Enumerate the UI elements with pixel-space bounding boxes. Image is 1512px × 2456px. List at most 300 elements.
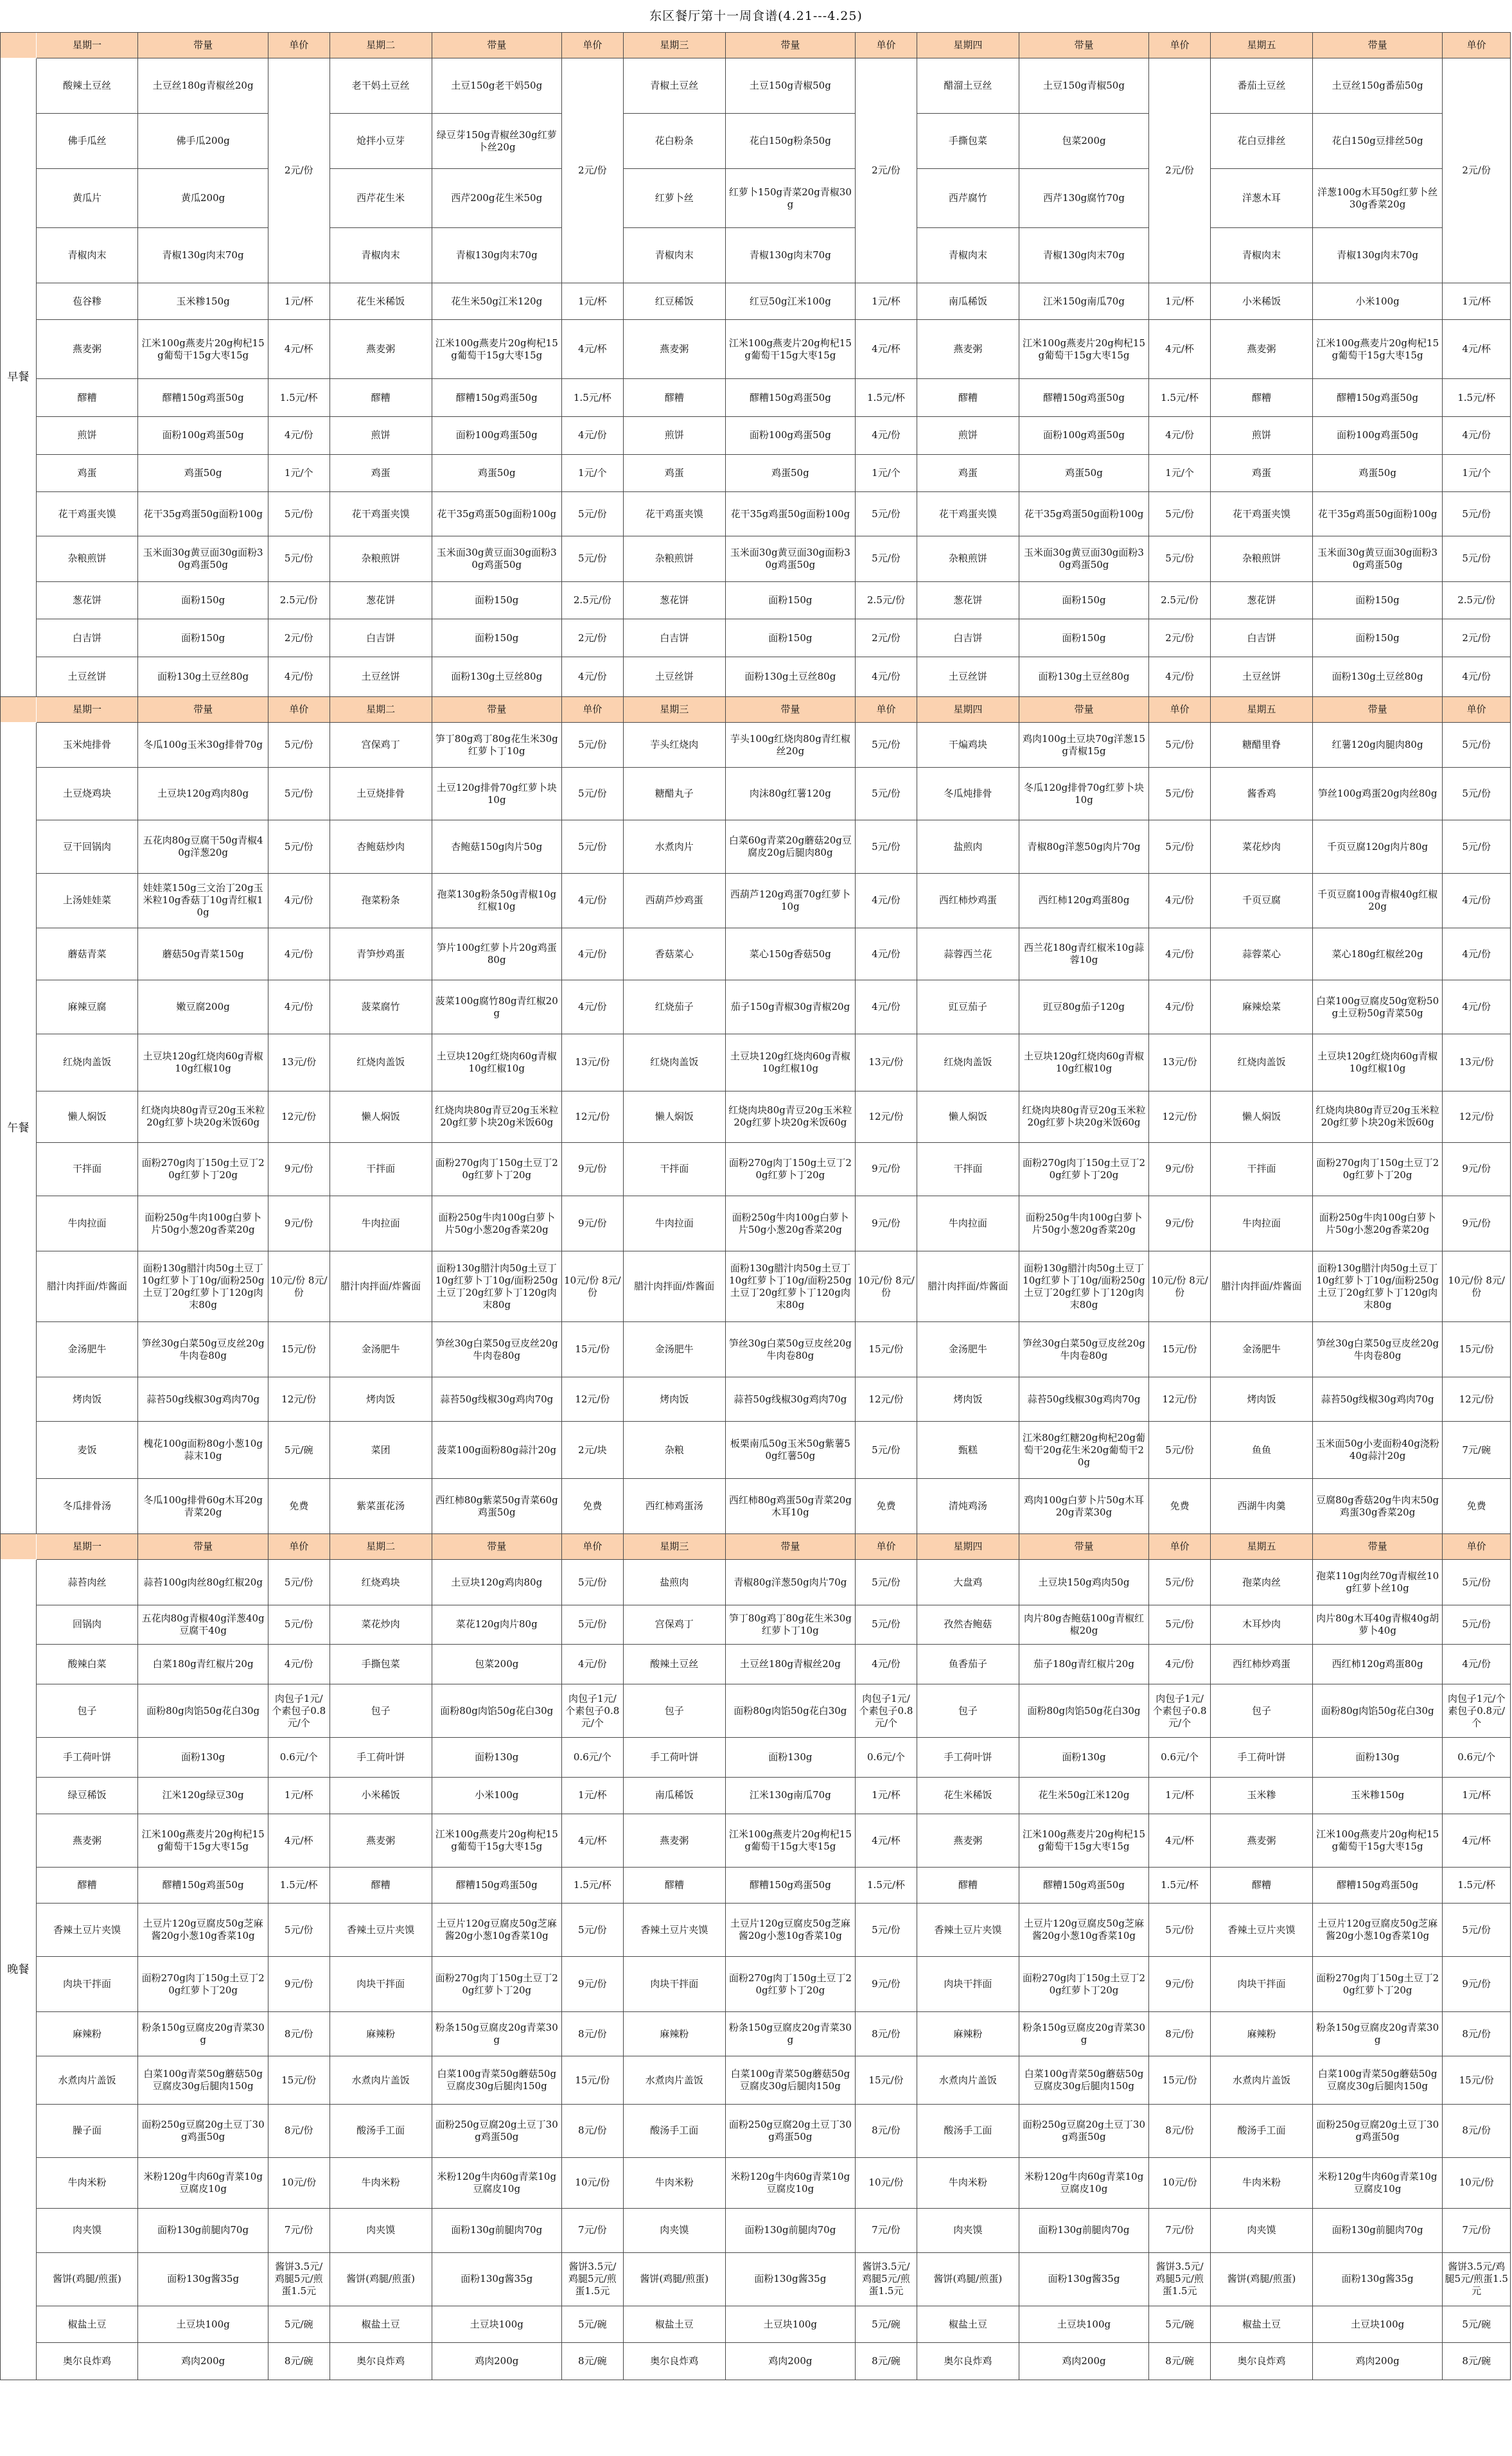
menu-cell: 面粉80g肉馅50g花白30g	[1312, 1684, 1442, 1737]
menu-cell: 7元/份	[856, 2208, 917, 2252]
menu-cell: 5元/份	[1149, 492, 1211, 536]
menu-cell: 大盘鸡	[917, 1560, 1019, 1605]
menu-cell: 1元/杯	[1149, 283, 1211, 320]
menu-cell: 8元/份	[1149, 2012, 1211, 2056]
menu-cell: 2元/份	[268, 619, 330, 657]
menu-cell: 土豆丝饼	[623, 657, 725, 697]
menu-cell: 13元/份	[561, 1034, 623, 1091]
menu-cell: 鸡肉200g	[1019, 2343, 1148, 2380]
menu-cell: 牛肉米粉	[1211, 2158, 1313, 2209]
menu-row	[1, 1322, 1511, 1377]
menu-cell: 燕麦粥	[36, 320, 138, 379]
menu-cell: 豇豆茄子	[917, 980, 1019, 1034]
menu-cell: 白吉饼	[330, 619, 432, 657]
menu-cell: 7元/份	[561, 2208, 623, 2252]
menu-cell: 金汤肥牛	[330, 1322, 432, 1377]
menu-cell: 醪糟150g鸡蛋50g	[432, 379, 561, 417]
menu-cell: 土豆块100g	[432, 2306, 561, 2342]
menu-cell: 宫保鸡丁	[623, 1605, 725, 1645]
menu-row	[1, 581, 1511, 619]
menu-cell: 2.5元/份	[856, 581, 917, 619]
menu-cell: 水煮肉片盖饭	[917, 2056, 1019, 2105]
menu-cell: 麦饭	[36, 1422, 138, 1479]
menu-cell: 10元/份 8元/份	[268, 1251, 330, 1322]
menu-cell: 5元/碗	[856, 2306, 917, 2342]
menu-cell: 菠菜100g面粉80g蒜汁20g	[432, 1422, 561, 1479]
menu-cell: 5元/份	[268, 536, 330, 581]
menu-cell: 青椒80g洋葱50g肉片70g	[1019, 820, 1148, 873]
menu-cell: 菜心180g红椒丝20g	[1312, 928, 1442, 980]
menu-cell: 红萝卜丝	[623, 169, 725, 228]
menu-cell: 酱饼3.5元/鸡腿5元/煎蛋1.5元	[268, 2252, 330, 2306]
menu-cell: 12元/份	[1149, 1377, 1211, 1422]
menu-row	[1, 1738, 1511, 1778]
menu-cell: 4元/份	[856, 928, 917, 980]
menu-cell: 香辣土豆片夹馍	[623, 1904, 725, 1957]
menu-cell: 菜花炒肉	[330, 1605, 432, 1645]
menu-cell: 15元/份	[856, 1322, 917, 1377]
menu-cell: 鸡肉100g土豆块70g洋葱15g青椒15g	[1019, 722, 1148, 767]
menu-cell: 5元/份	[1149, 722, 1211, 767]
menu-cell: 面粉150g	[1019, 581, 1148, 619]
menu-cell: 杂粮煎饼	[1211, 536, 1313, 581]
menu-cell: 土豆丝饼	[917, 657, 1019, 697]
menu-cell: 烤肉饭	[36, 1377, 138, 1422]
menu-cell: 五花肉80g青椒40g洋葱40g豆腐干40g	[138, 1605, 268, 1645]
menu-cell: 干拌面	[330, 1142, 432, 1196]
menu-cell: 板栗南瓜50g玉米50g紫薯50g红薯50g	[725, 1422, 855, 1479]
menu-cell: 5元/份	[268, 768, 330, 820]
column-header: 星期五	[1211, 696, 1313, 722]
menu-cell: 香辣土豆片夹馍	[330, 1904, 432, 1957]
menu-cell: 蒜苔100g肉丝80g红椒20g	[138, 1560, 268, 1605]
menu-cell: 酱饼(鸡腿/煎蛋)	[1211, 2252, 1313, 2306]
menu-cell: 面粉100g鸡蛋50g	[432, 416, 561, 454]
menu-cell: 免费	[1443, 1479, 1511, 1534]
menu-cell: 4元/份	[856, 874, 917, 928]
menu-cell: 酸辣土豆丝	[36, 58, 138, 114]
menu-cell: 牛肉米粉	[36, 2158, 138, 2209]
menu-cell: 花干鸡蛋夹馍	[1211, 492, 1313, 536]
menu-cell: 花干35g鸡蛋50g面粉100g	[432, 492, 561, 536]
menu-cell: 2元/份	[856, 619, 917, 657]
menu-cell: 4元/份	[561, 416, 623, 454]
menu-cell: 红烧肉块80g青豆20g玉米粒20g红萝卜块20g米饭60g	[1019, 1091, 1148, 1142]
menu-cell: 5元/份	[268, 492, 330, 536]
menu-cell: 醪糟	[330, 379, 432, 417]
menu-cell: 4元/份	[1443, 928, 1511, 980]
menu-cell: 粉条150g豆腐皮20g青菜30g	[432, 2012, 561, 2056]
menu-cell: 玉米糁150g	[1312, 1777, 1442, 1814]
menu-row	[1, 169, 1511, 228]
menu-cell: 15元/份	[561, 1322, 623, 1377]
column-header-row	[1, 1534, 1511, 1560]
menu-cell: 10元/份 8元/份	[561, 1251, 623, 1322]
menu-cell: 青椒肉末	[36, 227, 138, 283]
menu-cell: 1元/杯	[1443, 1777, 1511, 1814]
menu-cell: 鸡肉200g	[432, 2343, 561, 2380]
menu-cell: 笋丁80g鸡丁80g花生米30g红萝卜丁10g	[432, 722, 561, 767]
menu-cell: 1元/杯	[1149, 1777, 1211, 1814]
menu-cell: 5元/份	[1443, 768, 1511, 820]
menu-cell: 腊汁肉拌面/炸酱面	[917, 1251, 1019, 1322]
menu-cell: 土豆块120g红烧肉60g青椒10g红椒10g	[1019, 1034, 1148, 1091]
menu-cell: 葱花饼	[623, 581, 725, 619]
menu-cell: 肉夹馍	[330, 2208, 432, 2252]
column-header: 带量	[1312, 1534, 1442, 1560]
menu-cell: 麻辣豆腐	[36, 980, 138, 1034]
menu-cell: 白菜100g青菜50g蘑菇50g豆腐皮30g后腿肉150g	[1019, 2056, 1148, 2105]
menu-cell: 酸辣土豆丝	[623, 1645, 725, 1684]
menu-cell: 花干鸡蛋夹馍	[917, 492, 1019, 536]
menu-cell: 菜团	[330, 1422, 432, 1479]
menu-cell: 红烧肉盖饭	[1211, 1034, 1313, 1091]
menu-cell: 醪糟	[917, 1868, 1019, 1904]
menu-cell: 鸡蛋50g	[725, 454, 855, 492]
menu-cell: 土豆块100g	[138, 2306, 268, 2342]
menu-cell: 杂粮	[623, 1422, 725, 1479]
menu-cell: 燕麦粥	[330, 320, 432, 379]
menu-cell: 江米100g燕麦片20g枸杞15g葡萄干15g大枣15g	[432, 320, 561, 379]
menu-cell: 土豆片120g豆腐皮50g芝麻酱20g小葱10g香菜10g	[1019, 1904, 1148, 1957]
menu-cell: 冬瓜100g排骨60g木耳20g青菜20g	[138, 1479, 268, 1534]
menu-cell: 酱饼(鸡腿/煎蛋)	[917, 2252, 1019, 2306]
menu-body	[1, 33, 1511, 2380]
menu-cell: 面粉250g豆腐20g土豆丁30g鸡蛋50g	[1312, 2104, 1442, 2157]
menu-cell: 鸡肉100g白萝卜片50g木耳20g青菜30g	[1019, 1479, 1148, 1534]
column-header: 星期二	[330, 696, 432, 722]
menu-cell: 千页豆腐120g肉片80g	[1312, 820, 1442, 873]
menu-cell: 西红柿120g鸡蛋80g	[1019, 874, 1148, 928]
menu-cell: 笋丝30g白菜50g豆皮丝20g牛肉卷80g	[1312, 1322, 1442, 1377]
menu-cell: 4元/份	[1443, 1645, 1511, 1684]
column-header: 带量	[1312, 33, 1442, 58]
menu-cell: 4元/份	[561, 1645, 623, 1684]
menu-title: 东区餐厅第十一周食谱(4.21---4.25)	[649, 9, 863, 23]
menu-cell: 1元/个	[1149, 454, 1211, 492]
menu-cell: 手工荷叶饼	[36, 1738, 138, 1778]
menu-cell: 面粉150g	[1312, 619, 1442, 657]
menu-cell: 面粉270g肉丁150g土豆丁20g红萝卜丁20g	[1312, 1957, 1442, 2012]
menu-cell: 1元/杯	[561, 283, 623, 320]
menu-cell: 9元/份	[1149, 1142, 1211, 1196]
menu-cell: 肉夹馍	[36, 2208, 138, 2252]
menu-cell: 葱花饼	[36, 581, 138, 619]
menu-cell: 青椒130g肉末70g	[138, 227, 268, 283]
menu-row	[1, 1034, 1511, 1091]
menu-cell: 宫保鸡丁	[330, 722, 432, 767]
menu-cell: 面粉150g	[432, 581, 561, 619]
menu-cell: 醪糟	[917, 379, 1019, 417]
menu-cell: 米粉120g牛肉60g青菜10g豆腐皮10g	[1312, 2158, 1442, 2209]
menu-cell: 牛肉拉面	[917, 1196, 1019, 1251]
menu-cell: 面粉80g肉馅50g花白30g	[432, 1684, 561, 1737]
menu-cell: 包子	[623, 1684, 725, 1737]
menu-cell: 面粉130g土豆丝80g	[1312, 657, 1442, 697]
column-header: 单价	[268, 696, 330, 722]
menu-cell: 5元/份	[1149, 768, 1211, 820]
menu-cell: 4元/杯	[268, 1814, 330, 1868]
menu-cell: 面粉150g	[138, 581, 268, 619]
menu-cell: 蒜蓉西兰花	[917, 928, 1019, 980]
menu-cell: 5元/份	[561, 768, 623, 820]
menu-cell: 冬瓜120g排骨70g红萝卜块10g	[1019, 768, 1148, 820]
column-header: 带量	[1019, 696, 1148, 722]
menu-cell: 麻辣粉	[330, 2012, 432, 2056]
menu-row	[1, 283, 1511, 320]
menu-cell: 2.5元/份	[268, 581, 330, 619]
menu-cell: 4元/份	[1443, 980, 1511, 1034]
column-header: 单价	[1149, 696, 1211, 722]
menu-cell: 肉包子1元/个素包子0.8元/个	[268, 1684, 330, 1737]
menu-cell: 面粉130g	[725, 1738, 855, 1778]
menu-cell: 8元/份	[268, 2104, 330, 2157]
menu-cell: 土豆片120g豆腐皮50g芝麻酱20g小葱10g香菜10g	[725, 1904, 855, 1957]
menu-cell: 2元/块	[561, 1422, 623, 1479]
menu-row	[1, 1814, 1511, 1868]
menu-cell: 西湖牛肉羹	[1211, 1479, 1313, 1534]
column-header: 星期一	[36, 33, 138, 58]
menu-cell: 玉米糁150g	[138, 283, 268, 320]
menu-cell: 酱香鸡	[1211, 768, 1313, 820]
menu-cell: 5元/份	[1443, 1904, 1511, 1957]
menu-cell: 花干35g鸡蛋50g面粉100g	[725, 492, 855, 536]
menu-cell: 5元/份	[1443, 1560, 1511, 1605]
menu-row	[1, 722, 1511, 767]
menu-cell: 红烧肉盖饭	[330, 1034, 432, 1091]
menu-cell: 白菜60g青菜20g蘑菇20g豆腐皮20g后腿肉80g	[725, 820, 855, 873]
column-header: 单价	[1149, 1534, 1211, 1560]
menu-cell: 面粉130g酱35g	[725, 2252, 855, 2306]
menu-cell: 菜花120g肉片80g	[432, 1605, 561, 1645]
menu-row	[1, 1560, 1511, 1605]
menu-cell: 青椒土豆丝	[623, 58, 725, 114]
menu-cell: 面粉130g土豆丝80g	[725, 657, 855, 697]
menu-cell: 10元/份	[268, 2158, 330, 2209]
menu-cell: 西红柿炒鸡蛋	[1211, 1645, 1313, 1684]
menu-cell: 花干35g鸡蛋50g面粉100g	[1019, 492, 1148, 536]
menu-cell: 免费	[856, 1479, 917, 1534]
menu-cell: 面粉130g酱35g	[432, 2252, 561, 2306]
menu-cell: 煎饼	[917, 416, 1019, 454]
menu-row	[1, 454, 1511, 492]
menu-cell: 醋溜土豆丝	[917, 58, 1019, 114]
menu-cell: 奥尔良炸鸡	[1211, 2343, 1313, 2380]
menu-cell: 豆腐80g香菇20g牛肉末50g鸡蛋30g香菜20g	[1312, 1479, 1442, 1534]
menu-cell: 江米100g燕麦片20g枸杞15g葡萄干15g大枣15g	[725, 320, 855, 379]
menu-cell: 酱饼3.5元/鸡腿5元/煎蛋1.5元	[856, 2252, 917, 2306]
menu-cell: 白吉饼	[36, 619, 138, 657]
menu-cell: 面粉130g前腿肉70g	[432, 2208, 561, 2252]
menu-cell: 面粉250g豆腐20g土豆丁30g鸡蛋50g	[1019, 2104, 1148, 2157]
menu-cell: 4元/份	[1149, 657, 1211, 697]
menu-cell: 5元/份	[1443, 1605, 1511, 1645]
menu-cell: 醪糟	[623, 379, 725, 417]
menu-cell: 牛肉拉面	[623, 1196, 725, 1251]
menu-cell: 15元/份	[1149, 1322, 1211, 1377]
menu-cell: 10元/份 8元/份	[1149, 1251, 1211, 1322]
menu-cell: 小米稀饭	[1211, 283, 1313, 320]
menu-cell: 鸡肉200g	[725, 2343, 855, 2380]
menu-cell: 9元/份	[1443, 1142, 1511, 1196]
menu-cell: 面粉130g土豆丝80g	[432, 657, 561, 697]
menu-cell: 0.6元/个	[268, 1738, 330, 1778]
menu-row	[1, 657, 1511, 697]
meal-label: 早餐	[1, 58, 37, 697]
menu-cell: 9元/份	[561, 1196, 623, 1251]
menu-cell: 5元/份	[1149, 536, 1211, 581]
menu-cell: 肉块干拌面	[36, 1957, 138, 2012]
menu-cell: 面粉80g肉馅50g花白30g	[138, 1684, 268, 1737]
menu-cell: 9元/份	[1149, 1957, 1211, 2012]
menu-cell: 椒盐土豆	[36, 2306, 138, 2342]
menu-cell: 洋葱100g木耳50g红萝卜丝30g香菜20g	[1312, 169, 1442, 228]
menu-cell: 白菜180g青红椒片20g	[138, 1645, 268, 1684]
menu-cell: 0.6元/个	[856, 1738, 917, 1778]
menu-cell: 12元/份	[856, 1091, 917, 1142]
menu-cell: 4元/份	[1443, 416, 1511, 454]
menu-cell: 嫩豆腐200g	[138, 980, 268, 1034]
menu-cell: 8元/份	[1443, 2104, 1511, 2157]
menu-cell: 12元/份	[268, 1091, 330, 1142]
menu-cell: 1元/杯	[268, 1777, 330, 1814]
menu-cell: 4元/份	[1443, 657, 1511, 697]
menu-cell: 4元/份	[561, 928, 623, 980]
menu-cell: 土豆块150g鸡肉50g	[1019, 1560, 1148, 1605]
menu-cell: 牛肉拉面	[1211, 1196, 1313, 1251]
menu-cell: 面粉130g	[1019, 1738, 1148, 1778]
menu-cell: 面粉130g	[138, 1738, 268, 1778]
menu-cell: 烤肉饭	[330, 1377, 432, 1422]
menu-cell: 盐煎肉	[623, 1560, 725, 1605]
menu-row	[1, 980, 1511, 1034]
menu-cell: 面粉130g腊汁肉50g土豆丁10g红萝卜丁10g/面粉250g土豆丁20g红萝卜丁120g肉末80g	[725, 1251, 855, 1322]
menu-cell: 1.5元/杯	[561, 1868, 623, 1904]
menu-cell: 1.5元/杯	[1443, 1868, 1511, 1904]
menu-cell: 西葫芦炒鸡蛋	[623, 874, 725, 928]
menu-cell: 奥尔良炸鸡	[917, 2343, 1019, 2380]
menu-row	[1, 768, 1511, 820]
menu-cell: 土豆块120g鸡肉80g	[138, 768, 268, 820]
menu-cell: 煎饼	[36, 416, 138, 454]
menu-cell: 金汤肥牛	[623, 1322, 725, 1377]
menu-cell: 面粉130g前腿肉70g	[1019, 2208, 1148, 2252]
menu-cell: 醪糟	[36, 1868, 138, 1904]
menu-cell: 鸡蛋	[623, 454, 725, 492]
menu-cell: 花生米50g江米120g	[432, 283, 561, 320]
menu-cell: 烤肉饭	[1211, 1377, 1313, 1422]
menu-cell: 13元/份	[268, 1034, 330, 1091]
menu-cell: 蒜苔50g线椒30g鸡肉70g	[725, 1377, 855, 1422]
menu-cell: 麻辣粉	[623, 2012, 725, 2056]
menu-cell: 面粉100g鸡蛋50g	[725, 416, 855, 454]
menu-cell: 土豆片120g豆腐皮50g芝麻酱20g小葱10g香菜10g	[138, 1904, 268, 1957]
menu-cell: 4元/份	[268, 657, 330, 697]
menu-cell: 1元/杯	[1443, 283, 1511, 320]
menu-cell: 腊汁肉拌面/炸酱面	[36, 1251, 138, 1322]
menu-cell: 酸汤手工面	[917, 2104, 1019, 2157]
column-header: 单价	[561, 1534, 623, 1560]
menu-row	[1, 1684, 1511, 1737]
menu-cell: 4元/份	[268, 874, 330, 928]
menu-cell: 江米150g南瓜70g	[1019, 283, 1148, 320]
menu-cell: 4元/杯	[1149, 1814, 1211, 1868]
menu-cell: 8元/份	[561, 2104, 623, 2157]
menu-cell: 4元/份	[1149, 928, 1211, 980]
menu-row	[1, 1377, 1511, 1422]
menu-cell: 1.5元/杯	[1443, 379, 1511, 417]
menu-cell: 青椒肉末	[1211, 227, 1313, 283]
menu-cell: 土豆150g老干妈50g	[432, 58, 561, 114]
menu-cell: 红萝卜150g青菜20g青椒30g	[725, 169, 855, 228]
menu-cell: 包子	[330, 1684, 432, 1737]
menu-cell: 面粉100g鸡蛋50g	[1312, 416, 1442, 454]
menu-cell: 醪糟150g鸡蛋50g	[1019, 379, 1148, 417]
menu-cell: 土豆块120g鸡肉80g	[432, 1560, 561, 1605]
menu-cell: 包菜200g	[1019, 114, 1148, 169]
menu-cell: 蒜蓉菜心	[1211, 928, 1313, 980]
menu-row	[1, 2012, 1511, 2056]
menu-cell: 杂粮煎饼	[330, 536, 432, 581]
menu-cell: 冬瓜炖排骨	[917, 768, 1019, 820]
menu-cell: 白菜100g青菜50g蘑菇50g豆腐皮30g后腿肉150g	[1312, 2056, 1442, 2105]
menu-cell: 香辣土豆片夹馍	[1211, 1904, 1313, 1957]
menu-cell: 笋丁80g鸡丁80g花生米30g红萝卜丁10g	[725, 1605, 855, 1645]
menu-cell: 5元/碗	[561, 2306, 623, 2342]
menu-cell: 5元/份	[856, 722, 917, 767]
menu-cell: 醪糟150g鸡蛋50g	[725, 379, 855, 417]
menu-cell: 5元/份	[561, 820, 623, 873]
menu-cell: 花白豆排丝	[1211, 114, 1313, 169]
meal-label-cell	[1, 1534, 37, 1560]
menu-cell: 鸡肉200g	[138, 2343, 268, 2380]
menu-cell: 醪糟	[623, 1868, 725, 1904]
menu-cell: 花干鸡蛋夹馍	[36, 492, 138, 536]
menu-cell: 9元/份	[268, 1142, 330, 1196]
menu-cell: 肉块干拌面	[917, 1957, 1019, 2012]
menu-cell: 鸡蛋50g	[1312, 454, 1442, 492]
menu-cell: 青椒肉末	[917, 227, 1019, 283]
menu-cell: 花生米稀饭	[917, 1777, 1019, 1814]
menu-cell: 5元/份	[268, 722, 330, 767]
menu-cell: 水煮肉片盖饭	[330, 2056, 432, 2105]
column-header: 单价	[1443, 696, 1511, 722]
menu-cell: 红豆稀饭	[623, 283, 725, 320]
menu-cell: 玉米面30g黄豆面30g面粉30g鸡蛋50g	[432, 536, 561, 581]
menu-cell: 土豆块100g	[1019, 2306, 1148, 2342]
menu-cell: 蒜苔肉丝	[36, 1560, 138, 1605]
menu-cell: 手撕包菜	[917, 114, 1019, 169]
menu-cell: 醪糟	[330, 1868, 432, 1904]
menu-cell: 肉包子1元/个素包子0.8元/个	[1149, 1684, 1211, 1737]
menu-cell: 肉块干拌面	[623, 1957, 725, 2012]
menu-cell: 5元/份	[561, 1904, 623, 1957]
menu-cell: 5元/份	[856, 768, 917, 820]
menu-cell: 7元/份	[268, 2208, 330, 2252]
menu-cell: 芋头100g红烧肉80g青红椒丝20g	[725, 722, 855, 767]
menu-cell: 麻辣粉	[36, 2012, 138, 2056]
menu-cell: 5元/份	[856, 1422, 917, 1479]
menu-cell: 白菜100g青菜50g蘑菇50g豆腐皮30g后腿肉150g	[725, 2056, 855, 2105]
menu-row	[1, 1422, 1511, 1479]
menu-cell: 4元/份	[856, 416, 917, 454]
menu-cell: 懒人焖饭	[1211, 1091, 1313, 1142]
menu-cell: 笋丝30g白菜50g豆皮丝20g牛肉卷80g	[1019, 1322, 1148, 1377]
menu-cell: 麻辣粉	[917, 2012, 1019, 2056]
menu-cell: 西红柿鸡蛋汤	[623, 1479, 725, 1534]
menu-cell: 2元/份	[1149, 619, 1211, 657]
menu-cell: 5元/份	[1149, 1904, 1211, 1957]
